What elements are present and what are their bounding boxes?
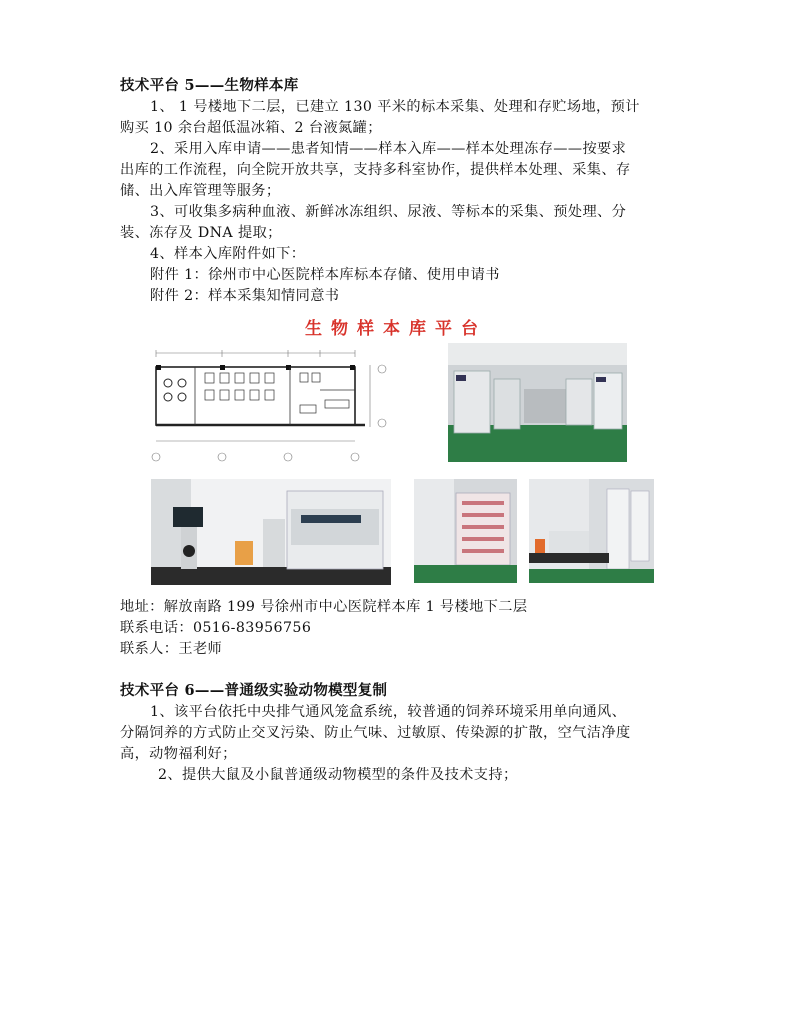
- s5-p1-line1: 1、 1 号楼地下二层，已建立 130 平米的标本采集、处理和存贮场地，预计: [150, 99, 640, 115]
- floor-plan-image: [150, 345, 390, 463]
- freezer-room-photo: [448, 343, 627, 462]
- s5-p3-line1: 3、可收集多病种血液、新鲜冰冻组织、尿液、等标本的采集、预处理、分: [150, 204, 627, 220]
- lab-bench-photo: [529, 479, 654, 583]
- section6-title: 技术平台 6——普通级实验动物模型复制: [120, 682, 388, 699]
- s6-p1-line2: 分隔饲养的方式防止交叉污染、防止气味、过敏原、传染源的扩散，空气洁净度: [120, 725, 631, 741]
- contact-phone: 联系电话：0516-83956756: [120, 620, 312, 636]
- s6-p1-line1: 1、该平台依托中央排气通风笼盒系统，较普通的饲养环境采用单向通风、: [150, 704, 627, 720]
- s5-p2-line2: 出库的工作流程，向全院开放共享，支持多科室协作，提供样本处理、采集、存: [120, 162, 631, 178]
- lab-instruments-photo: [151, 479, 391, 585]
- address: 地址：解放南路 199 号徐州市中心医院样本库 1 号楼地下二层: [120, 599, 528, 615]
- section5-title: 技术平台 5——生物样本库: [120, 77, 299, 94]
- attachment-2: 附件 2：样本采集知情同意书: [150, 288, 340, 304]
- attachment-1: 附件 1：徐州市中心医院样本库标本存储、使用申请书: [150, 267, 500, 283]
- contact-person: 联系人：王老师: [120, 641, 223, 657]
- s5-p3-line2: 装、冻存及 DNA 提取；: [120, 225, 282, 241]
- s5-p1-line2: 购买 10 余台超低温冰箱、2 台液氮罐；: [120, 120, 382, 136]
- s5-p2-line3: 储、出入库管理等服务；: [120, 183, 281, 199]
- s5-p4: 4、样本入库附件如下：: [150, 246, 306, 262]
- s5-p2-line1: 2、采用入库申请——患者知情——样本入库——样本处理冻存——按要求: [150, 141, 627, 157]
- freezer-cabinet-photo: [414, 479, 517, 583]
- s6-p1-line3: 高，动物福利好；: [120, 746, 237, 762]
- s6-p2: 2、提供大鼠及小鼠普通级动物模型的条件及技术支持；: [158, 767, 518, 783]
- platform-banner-title: 生物样本库平台: [305, 319, 487, 339]
